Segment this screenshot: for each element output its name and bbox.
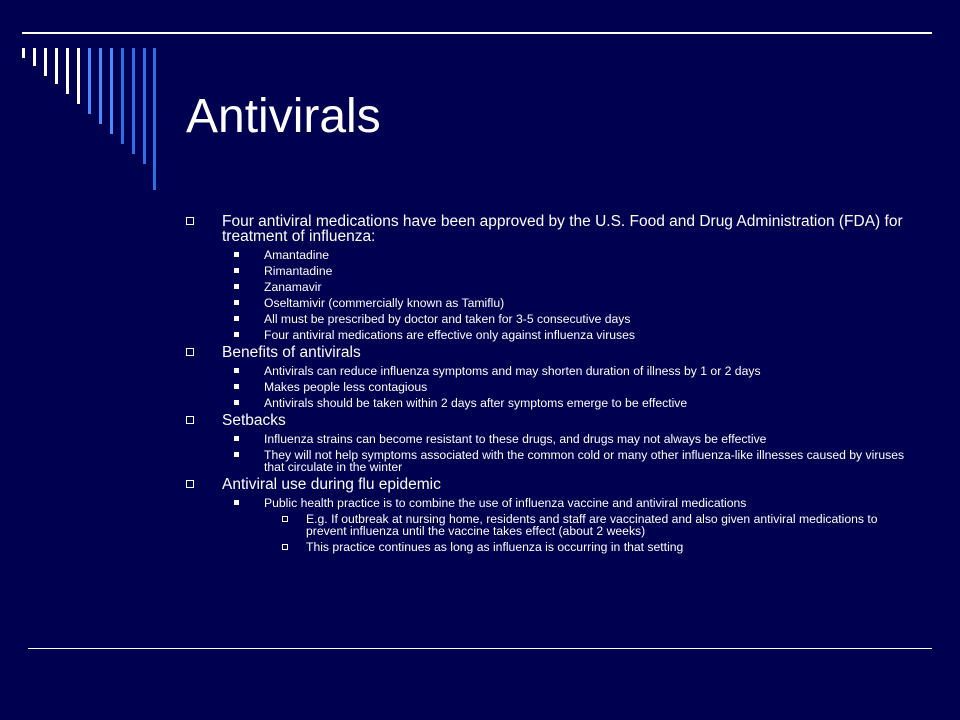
sub-bullet-list [186, 365, 916, 409]
sub-bullet-item [186, 365, 916, 377]
sub-bullet-text: They will not help symptoms associated with the common cold or many other influenza-like illnesses caused by viruses that circulate in the winter [264, 448, 905, 474]
hollow-square-bullet-icon [282, 516, 288, 522]
bottom-divider-line [28, 648, 932, 649]
filled-square-bullet-icon [234, 316, 239, 321]
hollow-square-bullet-icon [186, 416, 194, 424]
filled-square-bullet-icon [234, 332, 239, 337]
sub-bullet-item [186, 433, 916, 445]
sub-sub-bullet-text: This practice continues as long as influenza is occurring in that setting [306, 540, 684, 554]
sub-sub-bullet-item [186, 541, 916, 553]
bullet-text: Benefits of antivirals [222, 344, 361, 361]
filled-square-bullet-icon [234, 452, 239, 457]
decorative-bar [153, 48, 156, 190]
decorative-bar [143, 48, 146, 164]
hollow-square-bullet-icon [186, 348, 194, 356]
decorative-bar [55, 48, 58, 84]
bullet-text: Antiviral use during flu epidemic [222, 476, 441, 493]
bullet-item [186, 345, 916, 360]
decorative-bar [44, 48, 47, 76]
sub-bullet-item [186, 313, 916, 325]
sub-bullet-text: Antivirals should be taken within 2 days after symptoms emerge to be effective [264, 396, 688, 410]
hollow-square-bullet-icon [186, 217, 194, 225]
sub-bullet-item [186, 449, 916, 473]
sub-sub-bullet-text: E.g. If outbreak at nursing home, residents and staff are vaccinated and also given antiviral medications to prevent influenza until the vaccine takes effect (about 2 weeks) [306, 512, 878, 538]
filled-square-bullet-icon [234, 500, 239, 505]
decorative-bar [99, 48, 102, 124]
bullet-item [186, 413, 916, 428]
sub-bullet-list [186, 497, 916, 553]
sub-bullet-text: Influenza strains can become resistant to these drugs, and drugs may not always be effective [264, 432, 767, 446]
sub-bullet-text: Makes people less contagious [264, 380, 428, 394]
decorative-bar [132, 48, 135, 154]
filled-square-bullet-icon [234, 284, 239, 289]
decorative-bar [22, 48, 25, 58]
sub-bullet-text: Four antiviral medications are effective only against influenza viruses [264, 328, 636, 342]
hollow-square-bullet-icon [186, 480, 194, 488]
sub-bullet-item [186, 281, 916, 293]
filled-square-bullet-icon [234, 252, 239, 257]
hollow-square-bullet-icon [282, 544, 288, 550]
sub-bullet-text: All must be prescribed by doctor and taken for 3-5 consecutive days [264, 312, 631, 326]
sub-bullet-item [186, 397, 916, 409]
decorative-bar [88, 48, 91, 114]
sub-bullet-text: Public health practice is to combine the use of influenza vaccine and antiviral medications [264, 496, 747, 510]
sub-bullet-list [186, 249, 916, 341]
bullet-item [186, 214, 916, 244]
filled-square-bullet-icon [234, 368, 239, 373]
sub-bullet-list [186, 433, 916, 473]
sub-bullet-text: Antivirals can reduce influenza symptoms and may shorten duration of illness by 1 or 2 days [264, 364, 761, 378]
decorative-bar [110, 48, 113, 134]
sub-bullet-text: Oseltamivir (commercially known as Tamiflu) [264, 296, 505, 310]
bullet-text: Setbacks [222, 412, 286, 429]
decorative-bar [66, 48, 69, 94]
sub-bullet-item [186, 249, 916, 261]
filled-square-bullet-icon [234, 300, 239, 305]
filled-square-bullet-icon [234, 436, 239, 441]
filled-square-bullet-icon [234, 268, 239, 273]
sub-bullet-text: Zanamavir [264, 280, 322, 294]
top-divider-line [22, 32, 932, 34]
slide-content [186, 210, 916, 557]
sub-bullet-text: Amantadine [264, 248, 330, 262]
bullet-item [186, 477, 916, 492]
decorative-bar [121, 48, 124, 144]
sub-bullet-item [186, 265, 916, 277]
bullet-text: Four antiviral medications have been approved by the U.S. Food and Drug Administration (FDA) for treatment of influenza: [222, 213, 903, 245]
sub-bullet-item [186, 297, 916, 309]
decorative-bar [77, 48, 80, 104]
filled-square-bullet-icon [234, 400, 239, 405]
sub-bullet-item [186, 329, 916, 341]
sub-bullet-item [186, 497, 916, 509]
slide-title: Antivirals [186, 90, 381, 143]
sub-bullet-text: Rimantadine [264, 264, 333, 278]
decorative-bar [33, 48, 36, 66]
sub-sub-bullet-item [186, 513, 916, 537]
sub-bullet-item [186, 381, 916, 393]
filled-square-bullet-icon [234, 384, 239, 389]
